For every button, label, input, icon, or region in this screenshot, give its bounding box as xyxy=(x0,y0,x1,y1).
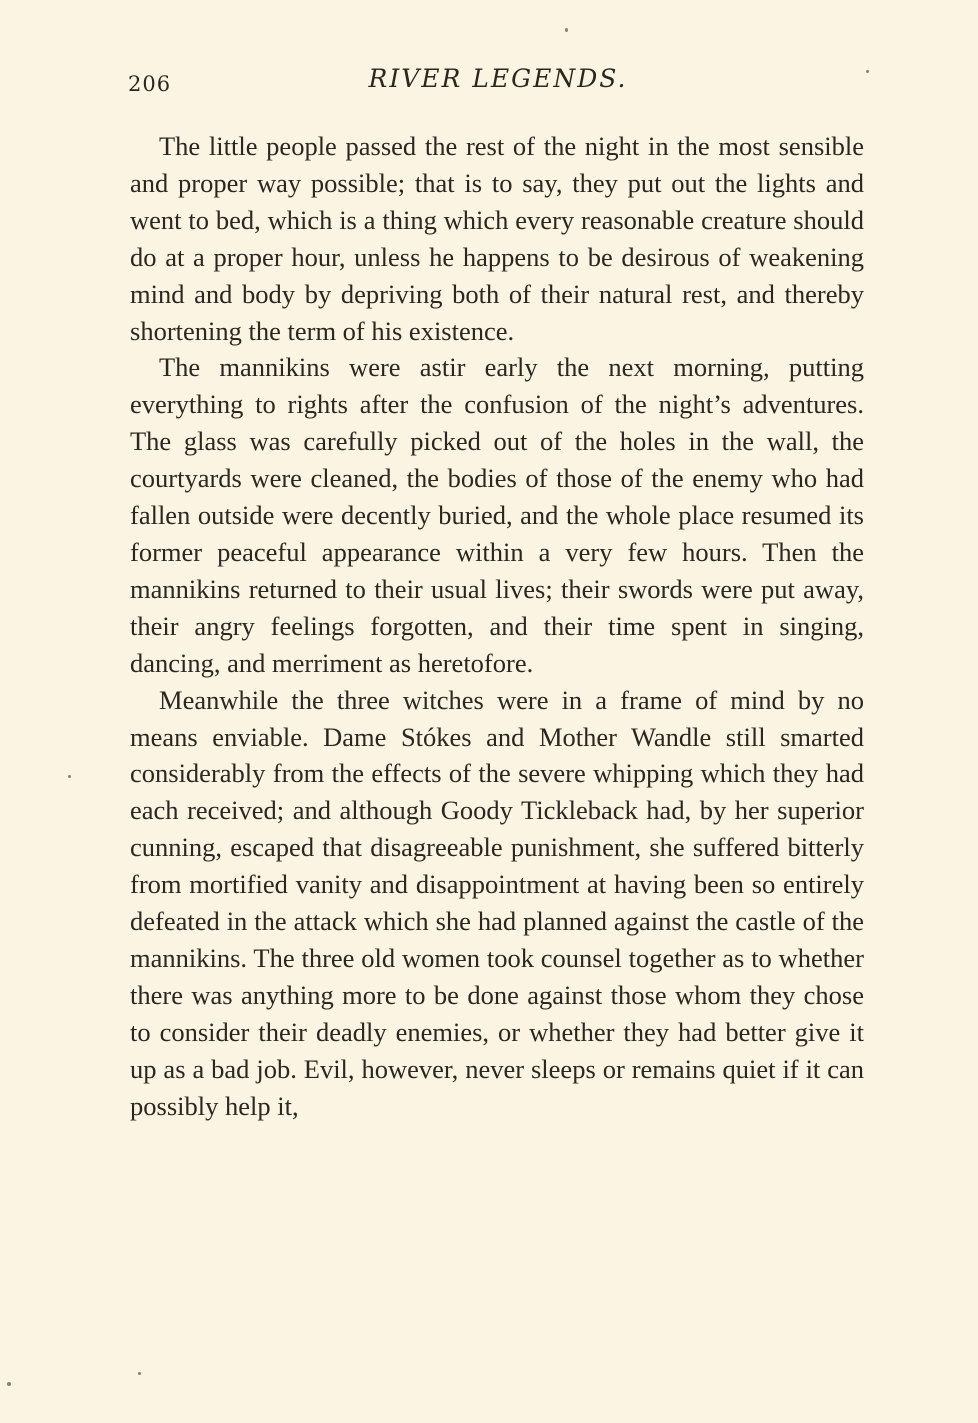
paper-speck xyxy=(565,28,568,32)
running-title: RIVER LEGENDS. xyxy=(368,64,628,93)
paragraph: The mannikins were astir early the next morning, putting everything to rights after the confusion of the night’s adventures. The glass was carefully picked out of the holes in the wall, the courtyards were cleaned, the bodies of those of the enemy who had fallen outside were decently buried, and the whole place resumed its former peaceful appearance within a very few hours. Then the mannikins returned to their usual lives; their swords were put away, their angry feelings forgotten, and their time spent in singing, dancing, and merriment as heretofore. xyxy=(130,352,864,678)
paper-speck xyxy=(68,775,71,778)
paper-speck xyxy=(7,1382,11,1386)
paper-speck xyxy=(866,70,869,73)
body-text xyxy=(130,128,864,1124)
paper-speck xyxy=(138,1372,141,1375)
page-header xyxy=(128,64,868,104)
paragraph: Meanwhile the three witches were in a frame of mind by no means enviable. Dame Stókes and Mother Wandle still smarted considerably from the effects of the severe whipping which they had each received; and although Goody Tickleback had, by her superior cunning, escaped that disagreeable punishment, she suffered bitterly from mortified vanity and disappointment at having been so entirely defeated in the attack which she had planned against the castle of the mannikins. The three old women took counsel together as to whether there was anything more to be done against those whom they chose to consider their deadly enemies, or whether they had better give it up as a bad job. Evil, however, never sleeps or remains quiet if it can possibly help it, xyxy=(130,684,864,1121)
paragraph: The little people passed the rest of the night in the most sensible and proper way possible; that is to say, they put out the lights and went to bed, which is a thing which every reasonable creature should do at a proper hour, unless he happens to be desirous of weakening mind and body by depriving both of their natural rest, and thereby shortening the term of his existence. xyxy=(130,131,864,346)
page-number: 206 xyxy=(128,72,172,96)
